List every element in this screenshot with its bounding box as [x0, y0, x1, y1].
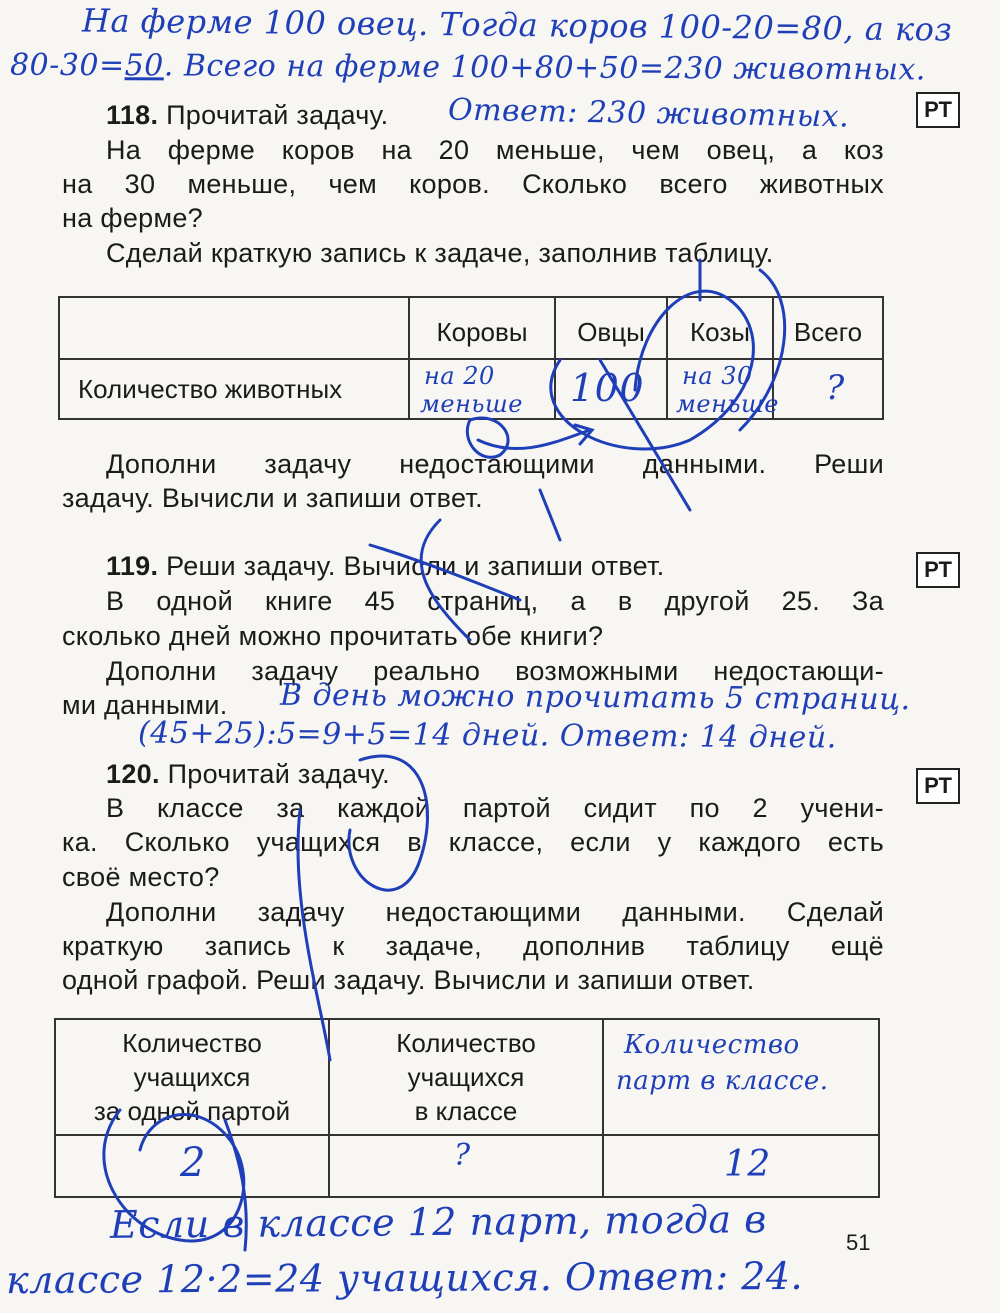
handwritten-underlined-value: 50 — [124, 48, 164, 84]
ink-stroke — [298, 810, 330, 1060]
word: а — [570, 586, 586, 616]
word: Сколько — [124, 827, 230, 857]
word: Дополни — [106, 656, 217, 686]
page-number: 51 — [846, 1230, 871, 1255]
header-line: учащихся — [407, 1062, 525, 1092]
word: если — [570, 827, 631, 857]
word: коз — [843, 135, 884, 165]
ink-stroke-group — [104, 260, 785, 1250]
word: каждой — [337, 793, 431, 823]
word: коров — [281, 135, 355, 165]
word: В — [106, 793, 125, 823]
word: чем — [631, 135, 680, 165]
word: недостающими — [399, 449, 595, 479]
ink-stroke — [104, 1110, 244, 1241]
handwritten-cell-value: 12 — [724, 1144, 771, 1185]
word: меньше, — [187, 169, 297, 199]
handwritten-cell-text: на 20 — [424, 362, 495, 390]
word: на — [62, 169, 93, 199]
handwritten-answer-120-line-2: классе 12·2=24 учащихся. Ответ: 24. — [5, 1253, 804, 1303]
handwritten-solution-line-1: На ферме 100 овец. Тогда коров 100-20=80, а коз — [81, 1, 953, 49]
rt-badge: РТ — [916, 92, 960, 128]
task-number: 118. — [106, 100, 159, 130]
word: к — [332, 931, 345, 961]
word: таблицу — [686, 931, 790, 961]
word: партой — [462, 793, 551, 823]
word: 45 — [364, 586, 396, 616]
word: 20 — [438, 135, 470, 165]
word: краткую — [62, 931, 164, 961]
word: Реши — [814, 449, 884, 479]
handwritten-header-line: парт в классе. — [616, 1066, 829, 1096]
word: 2 — [752, 793, 768, 823]
word: в — [407, 827, 422, 857]
word: реально — [373, 656, 481, 686]
word: Сделай — [786, 897, 884, 927]
word: каждого — [698, 827, 801, 857]
word: ещё — [830, 931, 884, 961]
handwritten-cell-value: ? — [826, 368, 845, 408]
word: есть — [827, 827, 884, 857]
ink-stroke — [421, 520, 470, 640]
word: В — [106, 586, 125, 616]
word: На — [106, 135, 142, 165]
task-120-text-line: своё место? — [62, 862, 220, 892]
task-title: Прочитай задачу. — [167, 759, 390, 789]
header-line: за одной партой — [93, 1096, 291, 1126]
word: сидит — [583, 793, 657, 823]
word: учащихся — [256, 827, 381, 857]
ink-stroke — [478, 430, 590, 449]
word: за — [276, 793, 305, 823]
handwritten-header-line: Количество — [624, 1030, 800, 1060]
header-goats: Козы — [667, 297, 773, 359]
word: Дополни — [106, 897, 217, 927]
ink-stroke — [740, 270, 785, 430]
header-line: в классе — [414, 1096, 518, 1126]
word: классе — [157, 793, 244, 823]
word: чем — [328, 169, 377, 199]
word: на — [381, 135, 412, 165]
task-title: Прочитай задачу. — [166, 100, 389, 130]
word: 30 — [124, 169, 156, 199]
handwritten-cell-value: 2 — [180, 1140, 206, 1186]
word: в — [617, 586, 633, 616]
handwritten-cell-text: меньше — [420, 390, 523, 418]
word: одной — [156, 586, 233, 616]
header-cows: Коровы — [409, 297, 555, 359]
word: задачу — [264, 449, 352, 479]
task-number: 119. — [106, 551, 159, 581]
handwritten-cell-value: ? — [454, 1138, 471, 1173]
handwritten-line-119-2: (45+25):5=9+5=14 дней. Ответ: 14 дней. — [137, 715, 837, 756]
task-title: Реши задачу. Вычисли и запиши ответ. — [166, 551, 665, 581]
word: недостающи- — [713, 656, 884, 686]
row-label-animals: Количество животных — [59, 359, 409, 419]
word: страниц, — [427, 586, 539, 616]
word: недостающими — [385, 897, 582, 927]
word: другой — [664, 586, 750, 616]
handwritten-answer-120-line-1: Если в классе 12 парт, тогда в — [109, 1197, 767, 1247]
header-line: Количество — [122, 1028, 262, 1058]
ink-stroke — [349, 756, 428, 890]
word: данными. — [642, 449, 767, 479]
task-119-text-line: сколько дней можно прочитать обе книги? — [62, 621, 604, 651]
rt-badge: РТ — [916, 768, 960, 804]
word: дополнив — [523, 931, 646, 961]
word: всего — [659, 169, 728, 199]
word: задаче, — [385, 931, 482, 961]
handwritten-cell-text: меньше — [676, 390, 779, 418]
word: меньше, — [495, 135, 605, 165]
handwritten-text: . Всего на ферме 100+80+50=230 животных. — [163, 48, 926, 88]
header-line: учащихся — [133, 1062, 251, 1092]
task-number: 120. — [106, 759, 160, 789]
task-119-text-line: ми данными. — [62, 690, 228, 720]
word: возможными — [515, 656, 679, 686]
word: ферме — [167, 135, 256, 165]
word: животных — [759, 169, 884, 199]
ink-stroke — [540, 490, 560, 540]
header-total: Всего — [773, 297, 883, 359]
word: коров. — [409, 169, 490, 199]
word: по — [689, 793, 720, 823]
word: у — [657, 827, 672, 857]
handwritten-cell-value: 100 — [570, 366, 645, 410]
word: книге — [265, 586, 333, 616]
word: классе, — [448, 827, 544, 857]
word: овец, — [706, 135, 776, 165]
word: 25. — [781, 586, 821, 616]
word: ка. — [62, 827, 98, 857]
ink-stroke — [370, 545, 520, 600]
task-120-text-line: одной графой. Реши задачу. Вычисли и запиши ответ. — [62, 965, 755, 995]
word: задачу — [257, 897, 345, 927]
handwritten-text: 80-30= — [9, 47, 125, 84]
handwritten-answer-118: Ответ: 230 животных. — [447, 92, 850, 135]
word: учени- — [800, 793, 884, 823]
ink-stroke — [467, 418, 508, 457]
word: данными. — [622, 897, 746, 927]
header-line: Количество — [396, 1028, 536, 1058]
task-118-instruction: Сделай краткую запись к задаче, заполнив таблицу. — [106, 238, 774, 268]
handwritten-line-119-1: В день можно прочитать 5 страниц. — [279, 677, 911, 718]
task-118-text-line: на ферме? — [62, 203, 203, 233]
handwritten-cell-text: на 30 — [682, 362, 753, 390]
word: Дополни — [106, 449, 217, 479]
rt-badge: РТ — [916, 552, 960, 588]
word: За — [852, 586, 884, 616]
task-118-followup-line: задачу. Вычисли и запиши ответ. — [62, 483, 483, 513]
word: Сколько — [522, 169, 628, 199]
word: запись — [204, 931, 292, 961]
ink-stroke — [600, 360, 690, 510]
word: задачу — [251, 656, 339, 686]
header-sheep: Овцы — [555, 297, 667, 359]
word: а — [801, 135, 818, 165]
